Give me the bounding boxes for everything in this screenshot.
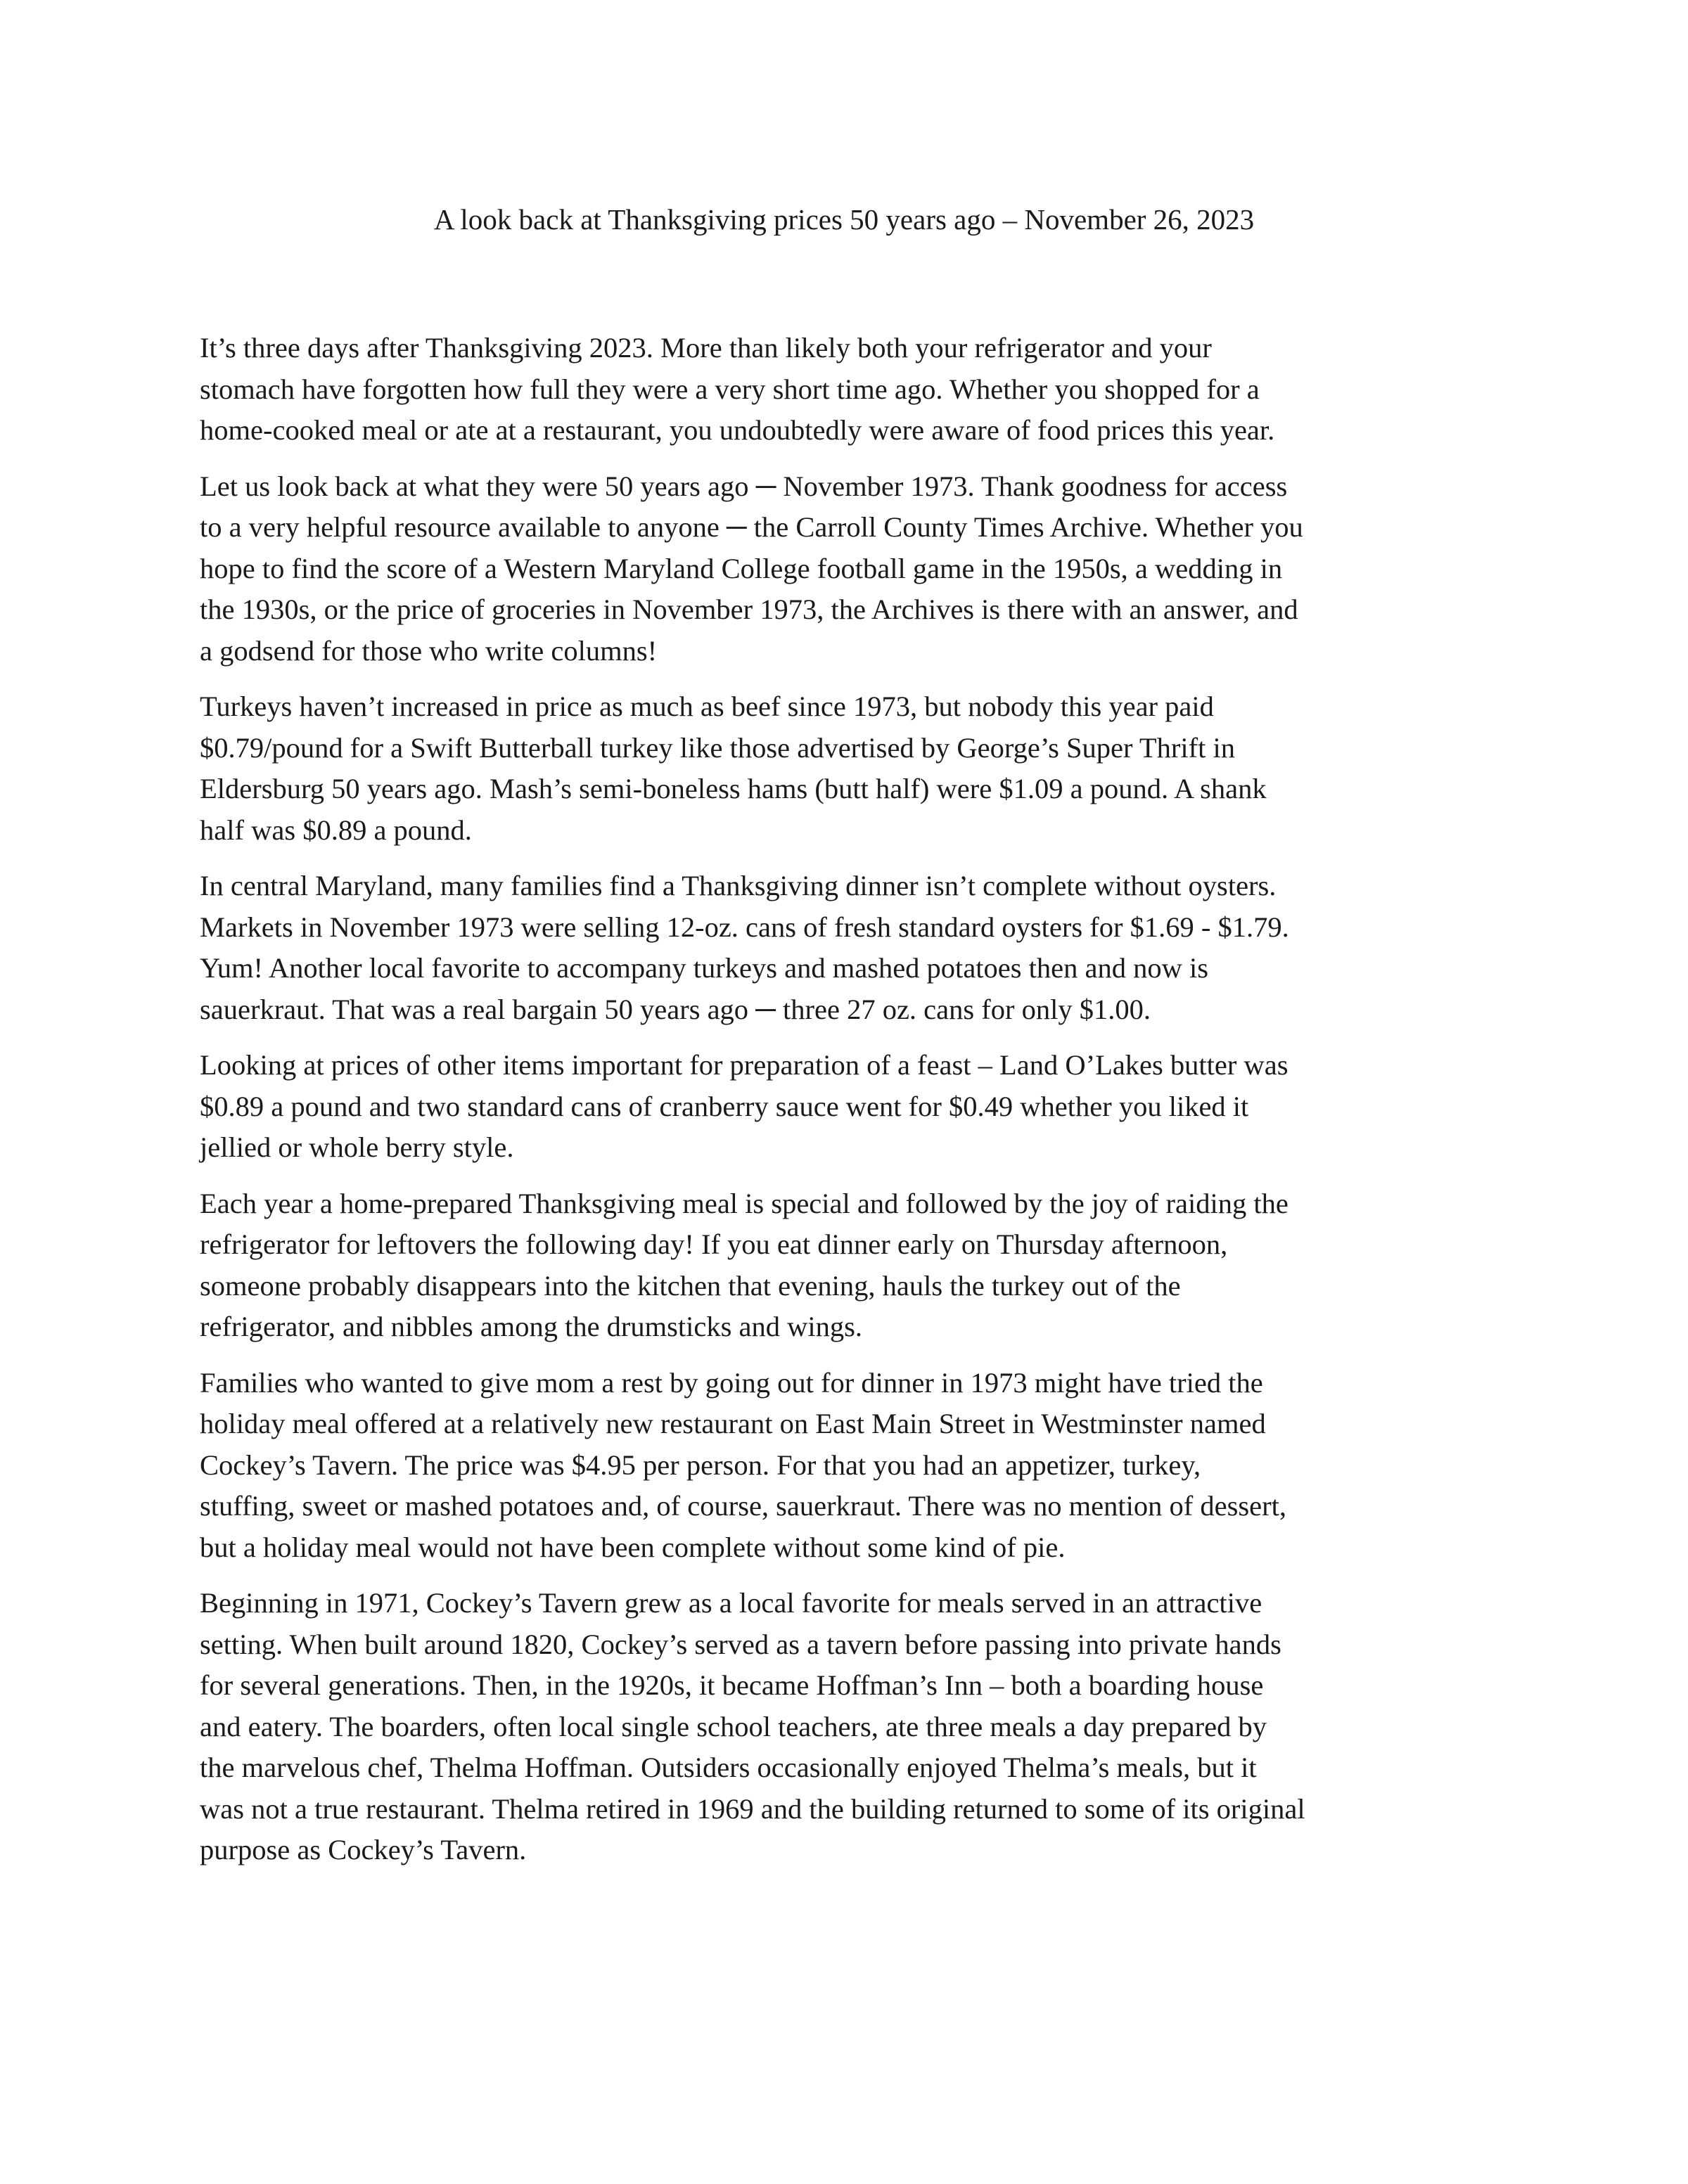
text-line: someone probably disappears into the kitchen that evening, hauls the turkey out of the xyxy=(200,1269,1181,1302)
text-line: jellied or whole berry style. xyxy=(200,1131,514,1163)
text-line: the marvelous chef, Thelma Hoffman. Outsiders occasionally enjoyed Thelma’s meals, but it xyxy=(200,1752,1257,1783)
text-line: holiday meal offered at a relatively new restaurant on East Main Street in Westminster named xyxy=(200,1408,1266,1439)
text-line: half was $0.89 a pound. xyxy=(200,814,472,846)
paragraph xyxy=(200,866,1522,1030)
text-line: Yum! Another local favorite to accompany turkeys and mashed potatoes then and now is xyxy=(200,952,1208,984)
text-line: Let us look back at what they were 50 years ago ─ November 1973. Thank goodness for access xyxy=(200,470,1288,502)
text-line: to a very helpful resource available to anyone ─ the Carroll County Times Archive. Whether you xyxy=(200,511,1303,543)
text-line: $0.89 a pound and two standard cans of cranberry sauce went for $0.49 whether you liked it xyxy=(200,1090,1249,1122)
text-line: Families who wanted to give mom a rest by going out for dinner in 1973 might have tried the xyxy=(200,1366,1263,1399)
document-body xyxy=(200,328,1522,1886)
text-line: Eldersburg 50 years ago. Mash’s semi-boneless hams (butt half) were $1.09 a pound. A shank xyxy=(200,773,1267,804)
text-line: and eatery. The boarders, often local single school teachers, ate three meals a day prepared by xyxy=(200,1710,1267,1742)
document-title: A look back at Thanksgiving prices 50 years ago – November 26, 2023 xyxy=(433,203,1255,236)
text-line: It’s three days after Thanksgiving 2023. More than likely both your refrigerator and your xyxy=(200,332,1212,364)
paragraph xyxy=(200,1045,1522,1169)
text-line: for several generations. Then, in the 1920s, it became Hoffman’s Inn – both a boarding house xyxy=(200,1669,1264,1701)
text-line: Turkeys haven’t increased in price as much as beef since 1973, but nobody this year paid xyxy=(200,690,1214,722)
text-line: refrigerator, and nibbles among the drumsticks and wings. xyxy=(200,1311,863,1342)
text-line: $0.79/pound for a Swift Butterball turkey like those advertised by George’s Super Thrift in xyxy=(200,731,1235,764)
text-line: stuffing, sweet or mashed potatoes and, of course, sauerkraut. There was no mention of dessert, xyxy=(200,1490,1286,1522)
text-line: purpose as Cockey’s Tavern. xyxy=(200,1834,527,1865)
text-line: hope to find the score of a Western Maryland College football game in the 1950s, a wedding in xyxy=(200,552,1283,584)
text-line: a godsend for those who write columns! xyxy=(200,634,658,667)
paragraph xyxy=(200,328,1522,451)
text-line: was not a true restaurant. Thelma retired in 1969 and the building returned to some of its original xyxy=(200,1792,1305,1825)
paragraph xyxy=(200,1183,1522,1348)
text-line: the 1930s, or the price of groceries in November 1973, the Archives is there with an answer, and xyxy=(200,593,1298,625)
text-line: but a holiday meal would not have been complete without some kind of pie. xyxy=(200,1531,1066,1563)
text-line: setting. When built around 1820, Cockey’s served as a tavern before passing into private hands xyxy=(200,1628,1281,1660)
paragraph xyxy=(200,466,1522,672)
paragraph xyxy=(200,686,1522,851)
text-line: stomach have forgotten how full they were a very short time ago. Whether you shopped for a xyxy=(200,373,1260,405)
text-line: home-cooked meal or ate at a restaurant, you undoubtedly were aware of food prices this year. xyxy=(200,414,1275,446)
text-line: sauerkraut. That was a real bargain 50 years ago ─ three 27 oz. cans for only $1.00. xyxy=(200,993,1151,1025)
text-line: Beginning in 1971, Cockey’s Tavern grew as a local favorite for meals served in an attractive xyxy=(200,1587,1262,1619)
text-line: In central Maryland, many families find a Thanksgiving dinner isn’t complete without oysters. xyxy=(200,870,1277,901)
text-line: refrigerator for leftovers the following day! If you eat dinner early on Thursday afternoon, xyxy=(200,1228,1228,1260)
text-line: Each year a home-prepared Thanksgiving meal is special and followed by the joy of raiding the xyxy=(200,1187,1289,1219)
text-line: Markets in November 1973 were selling 12-oz. cans of fresh standard oysters for $1.69 - $1.79. xyxy=(200,911,1289,943)
text-line: Looking at prices of other items important for preparation of a feast – Land O’Lakes butter was xyxy=(200,1049,1289,1081)
text-line: Cockey’s Tavern. The price was $4.95 per person. For that you had an appetizer, turkey, xyxy=(200,1448,1201,1481)
paragraph xyxy=(200,1583,1522,1871)
paragraph xyxy=(200,1363,1522,1569)
